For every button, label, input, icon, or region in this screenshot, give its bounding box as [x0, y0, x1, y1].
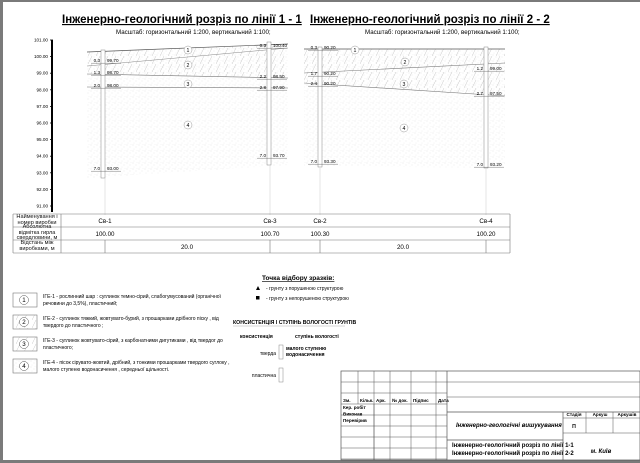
- square-icon: [256, 296, 260, 300]
- depth-label: 0.3: [259, 43, 266, 48]
- stage-header: Стадія: [566, 412, 582, 417]
- distance-2: 20.0: [396, 244, 410, 251]
- sampling-undisturbed: - грунту з непорушеною структурою: [266, 296, 349, 302]
- layer-number: 4: [402, 126, 406, 132]
- layer-number: 3: [186, 82, 190, 88]
- bore-elev-sv2: 100.30: [310, 231, 330, 238]
- section-1: [87, 42, 288, 215]
- borehole-sv3: [267, 42, 271, 165]
- axis-tick-label: 101.00: [33, 37, 48, 43]
- title-block: [341, 371, 640, 460]
- legend-text-line-2: малого ступеню водонасичення , середньої щільності.: [43, 367, 170, 373]
- distance-1: 20.0: [180, 244, 194, 251]
- depth-label: 2.0: [93, 83, 100, 88]
- bore-elev-sv4: 100.20: [476, 231, 496, 238]
- consistency-legend: [233, 320, 356, 382]
- depth-label: 2.7: [476, 91, 483, 96]
- elevation-label: 90.20: [324, 81, 336, 86]
- soil-legend: [13, 293, 229, 373]
- table-header-name: Найменування і номер виробки: [16, 213, 58, 226]
- depth-label: 1.2: [476, 66, 483, 71]
- consistency-title: КОНСИСТЕНЦІЯ І СТУПІНЬ ВОЛОГОСТІ ГРУНТІВ: [233, 320, 357, 326]
- sheet-title-2: Інженерно-геологічний розріз по лінії 2-2: [452, 451, 574, 457]
- legend-text-line-2: пластичного;: [43, 345, 74, 351]
- stamp-col-header: Зм.: [343, 398, 351, 403]
- elevation-label: 99.00: [490, 66, 502, 71]
- axis-tick-label: 99.00: [36, 70, 48, 76]
- axis-tick-label: 92.00: [36, 186, 48, 192]
- sheets-header: Аркушів: [617, 412, 637, 417]
- stamp-row-label: Кер. робіт: [343, 405, 366, 410]
- sheet-title-1: Інженерно-геологічний розріз по лінії 1-1: [452, 443, 574, 449]
- bore-name-sv4: Св-4: [479, 218, 493, 225]
- elevation-axis: [34, 38, 53, 213]
- axis-tick-label: 94.00: [36, 153, 48, 159]
- bore-name-sv3: Св-3: [263, 218, 277, 225]
- axis-tick-label: 98.00: [36, 87, 48, 93]
- borehole-sv4: [484, 47, 488, 168]
- depth-label: 7.0: [93, 166, 100, 171]
- legend-number: 3: [22, 341, 26, 348]
- stamp-col-header: № док.: [392, 398, 408, 403]
- layer-number: 3: [402, 82, 406, 88]
- elevation-label: 99.70: [107, 58, 119, 63]
- legend-text-line-1: ІГЕ-3 - суглинок жовтувато-сірий, з карбонатними дигутиками , від твердог до: [43, 338, 223, 344]
- elevation-label: 100.40: [273, 43, 288, 48]
- legend-number: 2: [22, 319, 26, 326]
- layer-number: 2: [403, 60, 407, 66]
- legend-text-line-2: речовини до 3,5%), пластичний;: [43, 301, 118, 307]
- consistency-plastic: пластична: [251, 373, 276, 379]
- elevation-label: 93.00: [107, 166, 119, 171]
- axis-tick-label: 93.00: [36, 170, 48, 176]
- elevation-label: 93.20: [490, 162, 502, 167]
- section-1-title: Інженерно-геологічний розріз по лінії 1 - 1: [62, 14, 302, 26]
- sampling-title: Точка відбору зразків:: [262, 275, 335, 282]
- depth-label: 2.8: [259, 85, 266, 90]
- section-2-title: Інженерно-геологічний розріз по лінії 2 - 2: [310, 14, 550, 26]
- legend-number: 1: [22, 297, 26, 304]
- bore-elev-sv1: 100.00: [95, 231, 115, 238]
- depth-label: 0.3: [310, 45, 317, 50]
- elevation-label: 98.70: [107, 70, 119, 75]
- stamp-col-header: Підпис: [413, 398, 429, 403]
- legend-text-line-1: ІГЕ-4 - пісок сірувато-жовтий, дрібний, з тонкими прошарками твердого суглоку ,: [43, 360, 230, 366]
- elevation-label: 93.70: [273, 153, 285, 158]
- elevation-label: 90.20: [324, 71, 336, 76]
- axis-tick-label: 95.00: [36, 137, 48, 143]
- bore-name-sv2: Св-2: [313, 218, 327, 225]
- depth-label: 0.3: [93, 58, 100, 63]
- depth-label: 1.3: [93, 70, 100, 75]
- layer-number: 4: [186, 123, 190, 129]
- table-header-elevation: Абсолютна відмітка гирла свердловини, м: [16, 223, 58, 242]
- moisture-line-2: водонасичення: [286, 352, 325, 358]
- sampling-disturbed: - грунту з порушеною структурою: [266, 286, 344, 292]
- legend-text-line-1: ІГЕ-1 - рослинний шар : суглинок темно-сірий, слабогумусований (органічної: [43, 294, 221, 300]
- sampling-legend: [256, 274, 349, 302]
- borehole-table: [13, 214, 510, 253]
- legend-text-line-2: твердого до пластичного ;: [43, 323, 104, 329]
- legend-text-line-1: ІГЕ-2 - суглинок тяжкий, жовтувато-бурий, з прошарками дрібного піску , від: [43, 316, 219, 322]
- stamp-col-header: Дата: [438, 398, 449, 403]
- depth-label: 1.7: [310, 71, 317, 76]
- bore-name-sv1: Св-1: [98, 218, 112, 225]
- depth-label: 2.2: [259, 74, 266, 79]
- axis-tick-label: 96.00: [36, 120, 48, 126]
- borehole-sv2: [318, 47, 322, 167]
- elevation-label: 97.90: [273, 85, 285, 90]
- consistency-col2: ступінь вологості: [295, 334, 339, 340]
- section-2: [304, 45, 505, 215]
- layer-number: 2: [186, 63, 190, 69]
- stamp-col-header: Кільк.: [360, 398, 374, 403]
- section-1-scale: Масштаб: горизонтальний 1:200, вертикальний 1:100;: [116, 29, 271, 36]
- consistency-hard: тверда: [259, 351, 276, 357]
- consistency-col1: консистенція: [240, 334, 273, 340]
- triangle-icon: [256, 286, 260, 290]
- depth-label: 2.4: [310, 81, 317, 86]
- stamp-row-label: Перевірив: [343, 418, 367, 423]
- stamp-row-label: Виконав: [343, 411, 363, 417]
- depth-label: 7.0: [310, 159, 317, 164]
- layer-number: 1: [186, 48, 190, 54]
- project-name: Інженерно-геологічні вишукування: [456, 423, 562, 429]
- elevation-label: 97.50: [490, 91, 502, 96]
- axis-tick-label: 100.00: [33, 54, 48, 60]
- elevation-label: 98.00: [107, 83, 119, 88]
- elevation-label: 90.20: [324, 45, 336, 50]
- city: м. Київ: [590, 449, 612, 455]
- moisture-line-1: малого ступеню: [286, 346, 327, 352]
- elevation-label: 93.30: [324, 159, 336, 164]
- stage-value: П: [572, 424, 576, 430]
- depth-label: 7.0: [259, 153, 266, 158]
- elevation-label: 98.50: [273, 74, 285, 79]
- layer-number: 1: [353, 48, 357, 54]
- axis-tick-label: 97.00: [36, 103, 48, 109]
- sheet-header: Аркуш: [592, 412, 608, 417]
- borehole-sv1: [101, 50, 105, 178]
- legend-number: 4: [22, 363, 26, 370]
- stamp-col-header: Арк.: [376, 398, 386, 403]
- section-2-scale: Масштаб: горизонтальний 1:200, вертикальний 1:100;: [365, 29, 520, 36]
- depth-label: 7.0: [476, 162, 483, 167]
- bore-elev-sv3: 100.70: [260, 231, 280, 238]
- axis-tick-label: 91.00: [36, 203, 48, 209]
- table-header-distance: Відстань між виробками, м: [19, 239, 55, 252]
